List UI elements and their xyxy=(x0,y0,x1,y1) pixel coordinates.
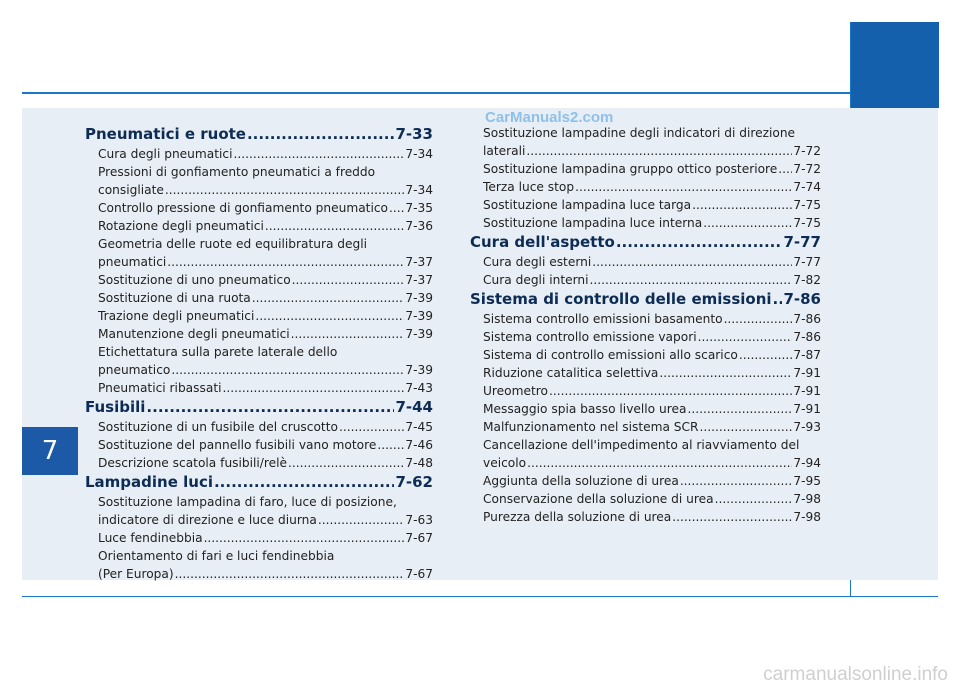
toc-entry[interactable] xyxy=(85,436,433,454)
toc-entry-title: Malfunzionamento nel sistema SCR xyxy=(483,420,699,434)
toc-entry-title: Sostituzione di uno pneumatico xyxy=(98,273,291,287)
top-rule xyxy=(22,92,938,94)
toc-entry-title: Cura dell'aspetto xyxy=(470,233,615,251)
toc-entry[interactable] xyxy=(470,346,821,364)
toc-entry-title: Purezza della soluzione di urea xyxy=(483,510,672,524)
toc-page-number: 7-93 xyxy=(793,420,821,434)
toc-entry[interactable] xyxy=(470,508,821,526)
toc-dot-leader xyxy=(247,124,394,144)
toc-page-number: 7-91 xyxy=(793,402,821,416)
toc-page-number: 7-82 xyxy=(793,273,821,287)
toc-entry[interactable] xyxy=(85,307,433,325)
toc-right-column xyxy=(470,124,821,526)
toc-dot-leader xyxy=(377,436,404,454)
toc-entry-title: Descrizione scatola fusibili/relè xyxy=(98,456,288,470)
toc-page-number: 7-62 xyxy=(395,473,433,491)
toc-page-number: 7-37 xyxy=(405,255,433,269)
toc-entry[interactable] xyxy=(85,271,433,289)
toc-page-number: 7-35 xyxy=(405,201,433,215)
corner-color-block xyxy=(851,22,939,108)
toc-page-number: 7-67 xyxy=(405,567,433,581)
toc-entry[interactable] xyxy=(470,196,821,214)
toc-entry-title: Messaggio spia basso livello urea xyxy=(483,402,687,416)
toc-dot-leader xyxy=(288,454,404,472)
toc-entry[interactable] xyxy=(85,418,433,436)
toc-dot-leader xyxy=(318,511,404,529)
toc-page-number: 7-39 xyxy=(405,309,433,323)
toc-entry-title: Cura degli pneumatici xyxy=(98,147,233,161)
toc-entry-title: Riduzione catalitica selettiva xyxy=(483,366,659,380)
toc-entry[interactable] xyxy=(85,289,433,307)
toc-entry[interactable] xyxy=(85,253,433,271)
toc-dot-leader xyxy=(526,142,792,160)
toc-page-number: 7-72 xyxy=(793,162,821,176)
toc-dot-leader xyxy=(222,379,404,397)
toc-page-number: 7-44 xyxy=(395,398,433,416)
toc-dot-leader xyxy=(175,565,405,583)
toc-entry[interactable] xyxy=(85,379,433,397)
toc-entry[interactable] xyxy=(85,511,433,529)
toc-entry-line: Pressioni di gonfiamento pneumatici a freddo xyxy=(98,165,376,179)
toc-entry[interactable] xyxy=(470,310,821,328)
toc-entry-title: Sistema di controllo emissioni allo scarico xyxy=(483,348,738,362)
toc-entry-title: laterali xyxy=(483,144,526,158)
toc-dot-leader xyxy=(165,181,404,199)
toc-entry-title: Fusibili xyxy=(85,398,146,416)
toc-entry[interactable] xyxy=(470,253,821,271)
toc-entry-line: Cancellazione dell'impedimento al riavviamento del xyxy=(483,438,800,452)
toc-page-number: 7-72 xyxy=(793,144,821,158)
toc-entry[interactable] xyxy=(470,271,821,289)
toc-page-number: 7-94 xyxy=(793,456,821,470)
toc-page-number: 7-63 xyxy=(405,513,433,527)
toc-dot-leader xyxy=(700,418,793,436)
toc-entry-title: Sostituzione lampadina luce interna xyxy=(483,216,703,230)
toc-dot-leader xyxy=(167,253,404,271)
toc-entry[interactable] xyxy=(470,490,821,508)
toc-entry-title: Manutenzione degli pneumatici xyxy=(98,327,290,341)
toc-entry-title: Conservazione della soluzione di urea xyxy=(483,492,714,506)
toc-entry-title: Ureometro xyxy=(483,384,548,398)
toc-dot-leader xyxy=(592,253,792,271)
toc-entry-title: Luce fendinebbia xyxy=(98,531,203,545)
toc-entry-title: Trazione degli pneumatici xyxy=(98,309,255,323)
toc-dot-leader xyxy=(171,361,404,379)
toc-entry-title: Sostituzione lampadina luce targa xyxy=(483,198,692,212)
toc-page-number: 7-39 xyxy=(405,327,433,341)
toc-dot-leader xyxy=(255,307,404,325)
chapter-tab: 7 xyxy=(22,427,78,475)
toc-entry-title: pneumatico xyxy=(98,363,171,377)
toc-page-number: 7-67 xyxy=(405,531,433,545)
toc-entry[interactable] xyxy=(85,181,433,199)
toc-page-number: 7-34 xyxy=(405,183,433,197)
toc-entry-title: Lampadine luci xyxy=(85,473,213,491)
toc-entry[interactable] xyxy=(85,565,433,583)
toc-dot-leader xyxy=(292,271,405,289)
toc-entry-title: Sistema controllo emissioni basamento xyxy=(483,312,723,326)
toc-dot-leader xyxy=(339,418,404,436)
toc-entry-title: Pneumatici ribassati xyxy=(98,381,222,395)
toc-entry-title: Sistema controllo emissione vapori xyxy=(483,330,697,344)
toc-page-number: 7-74 xyxy=(793,180,821,194)
toc-entry-line: Orientamento di fari e luci fendinebbia xyxy=(98,549,335,563)
toc-entry[interactable] xyxy=(470,214,821,232)
toc-dot-leader xyxy=(698,328,793,346)
toc-section-heading[interactable] xyxy=(85,124,433,144)
toc-page-number: 7-86 xyxy=(793,312,821,326)
toc-entry-title: consigliate xyxy=(98,183,164,197)
toc-page-number: 7-45 xyxy=(405,420,433,434)
toc-entry[interactable] xyxy=(85,361,433,379)
toc-dot-leader xyxy=(252,289,405,307)
toc-page-number: 7-95 xyxy=(793,474,821,488)
toc-dot-leader xyxy=(549,382,792,400)
toc-entry[interactable] xyxy=(470,142,821,160)
toc-dot-leader xyxy=(204,529,405,547)
toc-page-number: 7-36 xyxy=(405,219,433,233)
toc-entry-title: Aggiunta della soluzione di urea xyxy=(483,474,679,488)
toc-entry-title: Pneumatici e ruote xyxy=(85,125,246,143)
toc-page-number: 7-48 xyxy=(405,456,433,470)
toc-dot-leader xyxy=(233,145,404,163)
toc-page-number: 7-98 xyxy=(793,492,821,506)
toc-page-number: 7-39 xyxy=(405,363,433,377)
toc-dot-leader xyxy=(672,508,792,526)
toc-entry[interactable] xyxy=(470,178,821,196)
toc-page-number: 7-33 xyxy=(395,125,433,143)
toc-entry[interactable] xyxy=(85,454,433,472)
toc-dot-leader xyxy=(724,310,793,328)
toc-dot-leader xyxy=(616,232,783,252)
toc-page-number: 7-86 xyxy=(793,330,821,344)
toc-dot-leader xyxy=(214,472,394,492)
toc-page-number: 7-39 xyxy=(405,291,433,305)
toc-page-number: 7-91 xyxy=(793,384,821,398)
toc-entry[interactable] xyxy=(470,454,821,472)
watermark-top: CarManuals2.com xyxy=(485,109,614,126)
toc-dot-leader xyxy=(692,196,792,214)
toc-dot-leader xyxy=(687,400,792,418)
toc-entry-line: Sostituzione lampadine degli indicatori di direzione xyxy=(483,126,796,140)
toc-entry[interactable] xyxy=(470,382,821,400)
toc-entry-title: Sostituzione del pannello fusibili vano motore xyxy=(98,438,377,452)
toc-page-number: 7-77 xyxy=(783,233,821,251)
toc-entry[interactable] xyxy=(470,328,821,346)
toc-page-number: 7-86 xyxy=(783,290,821,308)
toc-dot-leader xyxy=(527,454,792,472)
toc-dot-leader xyxy=(659,364,792,382)
toc-page-number: 7-46 xyxy=(405,438,433,452)
toc-section-heading[interactable] xyxy=(470,232,821,252)
toc-section-heading[interactable] xyxy=(85,397,433,417)
toc-page-number: 7-34 xyxy=(405,147,433,161)
toc-dot-leader xyxy=(703,214,792,232)
toc-entry[interactable] xyxy=(85,217,433,235)
toc-dot-leader xyxy=(146,397,394,417)
toc-entry-title: Sostituzione lampadina gruppo ottico posteriore xyxy=(483,162,778,176)
toc-section-heading[interactable] xyxy=(85,472,433,492)
watermark-bottom: carmanualsonline.info xyxy=(763,664,948,685)
toc-page-number: 7-87 xyxy=(793,348,821,362)
toc-page-number: 7-43 xyxy=(405,381,433,395)
toc-entry-title: Sistema di controllo delle emissioni xyxy=(470,290,772,308)
toc-entry[interactable] xyxy=(85,145,433,163)
toc-entry-title: Controllo pressione di gonfiamento pneumatico xyxy=(98,201,388,215)
toc-page-number: 7-37 xyxy=(405,273,433,287)
toc-dot-leader xyxy=(265,217,404,235)
toc-page-number: 7-98 xyxy=(793,510,821,524)
toc-entry-title: Cura degli esterni xyxy=(483,255,592,269)
toc-entry-line: Etichettatura sulla parete laterale dello xyxy=(98,345,338,359)
toc-dot-leader xyxy=(773,289,783,309)
toc-entry-line: Sostituzione lampadina di faro, luce di posizione, xyxy=(98,495,397,509)
toc-dot-leader xyxy=(739,346,792,364)
toc-entry[interactable] xyxy=(470,364,821,382)
toc-page-number: 7-75 xyxy=(793,216,821,230)
bottom-rule xyxy=(22,596,938,597)
toc-entry-title: veicolo xyxy=(483,456,527,470)
toc-entry-title: indicatore di direzione e luce diurna xyxy=(98,513,317,527)
toc-dot-leader xyxy=(715,490,793,508)
toc-entry-title: Sostituzione di una ruota xyxy=(98,291,251,305)
toc-page-number: 7-91 xyxy=(793,366,821,380)
toc-entry-title: (Per Europa) xyxy=(98,567,174,581)
toc-dot-leader xyxy=(778,160,792,178)
toc-entry-title: Terza luce stop xyxy=(483,180,575,194)
toc-dot-leader xyxy=(680,472,793,490)
toc-dot-leader xyxy=(389,199,404,217)
toc-page-number: 7-75 xyxy=(793,198,821,212)
toc-dot-leader xyxy=(291,325,405,343)
toc-entry[interactable] xyxy=(85,325,433,343)
toc-entry[interactable] xyxy=(470,418,821,436)
toc-dot-leader xyxy=(575,178,792,196)
toc-section-heading[interactable] xyxy=(470,289,821,309)
toc-entry[interactable] xyxy=(470,472,821,490)
toc-left-column xyxy=(85,124,433,583)
toc-entry-line: Geometria delle ruote ed equilibratura degli xyxy=(98,237,368,251)
toc-entry-title: Cura degli interni xyxy=(483,273,589,287)
toc-dot-leader xyxy=(590,271,793,289)
toc-entry-title: Sostituzione di un fusibile del cruscotto xyxy=(98,420,338,434)
toc-entry[interactable] xyxy=(470,160,821,178)
toc-entry[interactable] xyxy=(470,400,821,418)
toc-entry-title: pneumatici xyxy=(98,255,167,269)
toc-entry[interactable] xyxy=(85,199,433,217)
toc-page-number: 7-77 xyxy=(793,255,821,269)
toc-entry[interactable] xyxy=(85,529,433,547)
toc-entry-title: Rotazione degli pneumatici xyxy=(98,219,264,233)
